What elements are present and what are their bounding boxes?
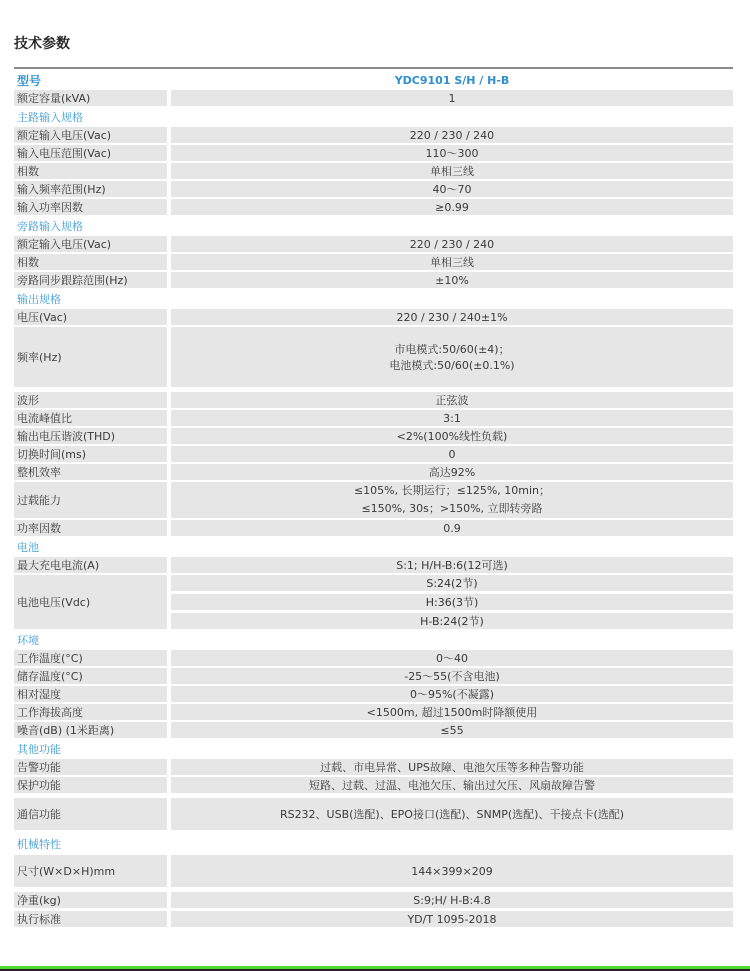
row-label: 整机效率 — [14, 464, 167, 480]
row-label: 工作海拔高度 — [14, 704, 167, 720]
table-row — [14, 704, 733, 720]
table-row — [14, 892, 733, 908]
frequency-line-1: 市电模式:50/60(±4)； — [394, 343, 510, 356]
row-label: 尺寸(W×D×H)mm — [14, 855, 167, 887]
table-row — [14, 668, 733, 684]
row-label: 噪音(dB) (1米距离) — [14, 722, 167, 738]
row-value: ±10% — [171, 272, 733, 288]
row-value: 短路、过载、过温、电池欠压、输出过欠压、风扇故障告警 — [171, 777, 733, 793]
section-output: 输出规格 — [17, 292, 61, 306]
row-label: 告警功能 — [14, 759, 167, 775]
row-value: YD/T 1095-2018 — [171, 911, 733, 927]
row-value: 高达92% — [171, 464, 733, 480]
row-value: 40～70 — [171, 181, 733, 197]
section-bypass-input: 旁路输入规格 — [17, 219, 83, 233]
section-environment: 环境 — [17, 633, 39, 647]
row-value: 220 / 230 / 240±1% — [171, 309, 733, 325]
table-row — [14, 464, 733, 480]
overload-line-2: ≤150%, 30s；>150%, 立即转旁路 — [361, 502, 543, 515]
table-row — [14, 410, 733, 426]
row-value: 144×399×209 — [171, 855, 733, 887]
row-label: 输入频率范围(Hz) — [14, 181, 167, 197]
row-label: 输出电压谐波(THD) — [14, 428, 167, 444]
row-value: 220 / 230 / 240 — [171, 236, 733, 252]
row-label: 额定容量(kVA) — [14, 90, 167, 106]
model-value: YDC9101 S/H / H-B — [394, 74, 510, 87]
table-row — [14, 777, 733, 793]
row-value: <2%(100%线性负载) — [171, 428, 733, 444]
table-row-frequency — [14, 327, 733, 387]
row-label: 保护功能 — [14, 777, 167, 793]
section-battery: 电池 — [17, 540, 39, 554]
model-row — [14, 72, 733, 89]
row-label: 相数 — [14, 163, 167, 179]
row-value: 0～95%(不凝露) — [171, 686, 733, 702]
table-row — [14, 428, 733, 444]
row-value — [171, 482, 733, 518]
row-value: RS232、USB(选配)、EPO接口(选配)、SNMP(选配)、干接点卡(选配) — [171, 798, 733, 830]
table-row — [14, 650, 733, 666]
table-row-battery-voltage — [14, 575, 733, 629]
table-row — [14, 90, 733, 106]
row-value: -25～55(不含电池) — [171, 668, 733, 684]
table-row — [14, 557, 733, 573]
row-value: 1 — [171, 90, 733, 106]
table-row-size — [14, 855, 733, 887]
row-label: 频率(Hz) — [14, 327, 167, 387]
row-value: 0 — [171, 446, 733, 462]
row-value: 0.9 — [171, 520, 733, 536]
row-label: 电流峰值比 — [14, 410, 167, 426]
table-row — [14, 236, 733, 252]
table-row-communication — [14, 798, 733, 830]
row-value — [171, 327, 733, 387]
row-label: 最大充电电流(A) — [14, 557, 167, 573]
table-row — [14, 254, 733, 270]
row-label: 工作温度(°C) — [14, 650, 167, 666]
section-other-functions: 其他功能 — [17, 742, 61, 756]
table-row — [14, 181, 733, 197]
row-label: 电压(Vac) — [14, 309, 167, 325]
table-row — [14, 722, 733, 738]
row-value: 3:1 — [171, 410, 733, 426]
row-label: 额定输入电压(Vac) — [14, 236, 167, 252]
table-row — [14, 392, 733, 408]
row-value: S:1; H/H-B:6(12可选) — [171, 557, 733, 573]
row-value: 单相三线 — [171, 254, 733, 270]
overload-line-1: ≤105%, 长期运行；≤125%, 10min； — [353, 484, 551, 497]
table-row — [14, 309, 733, 325]
table-row — [14, 199, 733, 215]
battery-voltage-values — [171, 575, 733, 629]
row-label: 输入电压范围(Vac) — [14, 145, 167, 161]
row-label: 功率因数 — [14, 520, 167, 536]
spec-table — [14, 72, 733, 929]
table-row-overload — [14, 482, 733, 518]
battery-voltage-s: S:24(2节) — [171, 575, 733, 591]
row-label: 输入功率因数 — [14, 199, 167, 215]
row-label: 额定输入电压(Vac) — [14, 127, 167, 143]
table-row — [14, 446, 733, 462]
row-label: 波形 — [14, 392, 167, 408]
battery-voltage-hb: H-B:24(2节) — [171, 613, 733, 629]
row-value: 0～40 — [171, 650, 733, 666]
row-label: 净重(kg) — [14, 892, 167, 908]
row-label: 通信功能 — [14, 798, 167, 830]
row-value: 220 / 230 / 240 — [171, 127, 733, 143]
table-row — [14, 759, 733, 775]
title-divider — [14, 67, 733, 69]
row-value: 110～300 — [171, 145, 733, 161]
row-value: S:9;H/ H-B:4.8 — [171, 892, 733, 908]
row-value: 单相三线 — [171, 163, 733, 179]
table-row — [14, 911, 733, 927]
row-label: 切换时间(ms) — [14, 446, 167, 462]
row-label: 执行标准 — [14, 911, 167, 927]
battery-voltage-h: H:36(3节) — [171, 594, 733, 610]
section-mechanical: 机械特性 — [17, 837, 61, 851]
row-value: ≤55 — [171, 722, 733, 738]
row-label: 电池电压(Vdc) — [14, 575, 167, 629]
table-row — [14, 272, 733, 288]
row-label: 相数 — [14, 254, 167, 270]
table-row — [14, 686, 733, 702]
page-title: 技术参数 — [14, 36, 70, 52]
frequency-line-2: 电池模式:50/60(±0.1%) — [389, 359, 515, 372]
table-row — [14, 520, 733, 536]
row-label: 旁路同步跟踪范围(Hz) — [14, 272, 167, 288]
row-value: 正弦波 — [171, 392, 733, 408]
row-label: 相对湿度 — [14, 686, 167, 702]
row-value: ≥0.99 — [171, 199, 733, 215]
table-row — [14, 145, 733, 161]
row-value: 过载、市电异常、UPS故障、电池欠压等多种告警功能 — [171, 759, 733, 775]
table-row — [14, 127, 733, 143]
table-row — [14, 163, 733, 179]
row-value: <1500m, 超过1500m时降额使用 — [171, 704, 733, 720]
section-main-input: 主路输入规格 — [17, 110, 83, 124]
model-label: 型号 — [17, 74, 42, 88]
row-label: 储存温度(°C) — [14, 668, 167, 684]
row-label: 过载能力 — [14, 482, 167, 518]
